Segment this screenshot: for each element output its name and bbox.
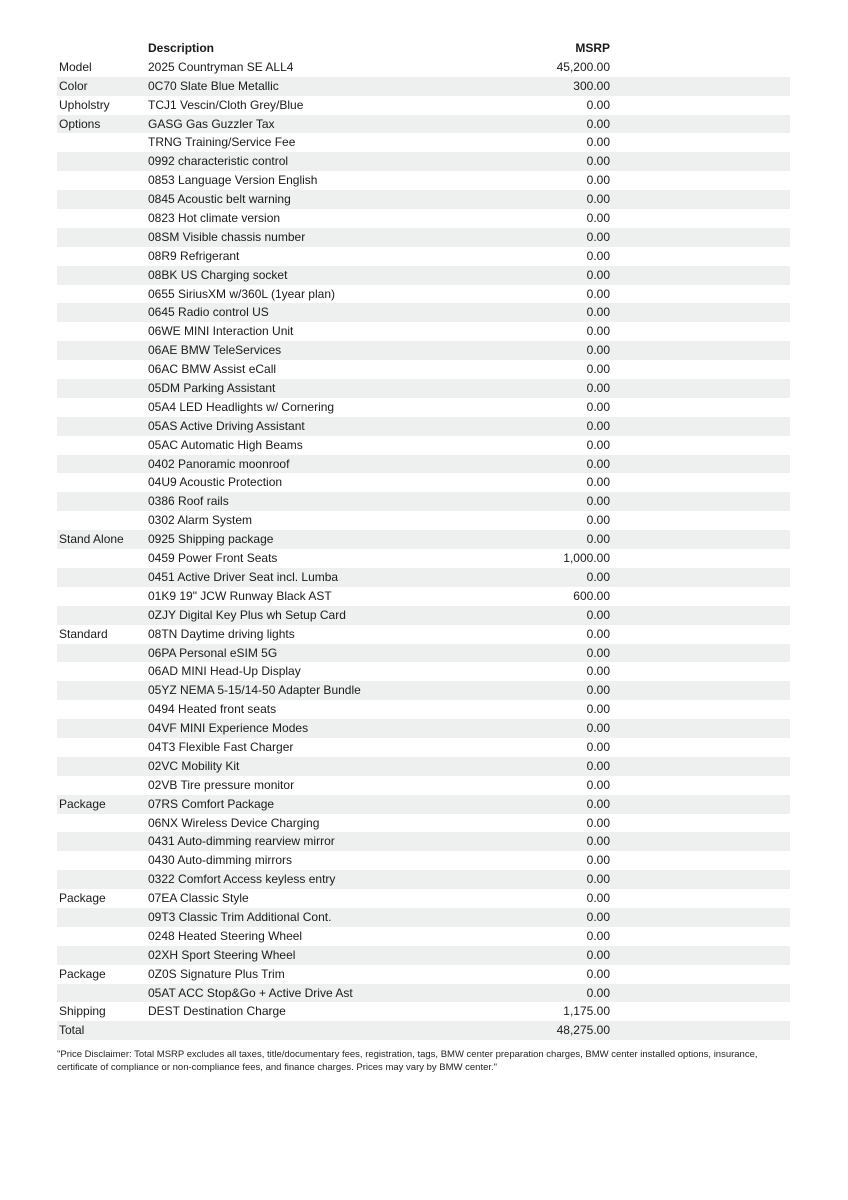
row-msrp: 0.00 <box>586 513 610 528</box>
row-msrp: 0.00 <box>586 305 610 320</box>
row-description: 06PA Personal eSIM 5G <box>148 645 278 660</box>
table-row <box>57 530 790 549</box>
row-msrp: 0.00 <box>586 928 610 943</box>
table-row <box>57 58 790 77</box>
row-msrp: 0.00 <box>586 947 610 962</box>
row-msrp: 0.00 <box>586 173 610 188</box>
table-row <box>57 700 790 719</box>
row-description: 0451 Active Driver Seat incl. Lumba <box>148 569 339 584</box>
row-msrp: 0.00 <box>586 267 610 282</box>
row-msrp: 0.00 <box>586 116 610 131</box>
row-msrp: 0.00 <box>586 532 610 547</box>
table-row <box>57 644 790 663</box>
row-msrp: 0.00 <box>586 475 610 490</box>
row-msrp: 0.00 <box>586 324 610 339</box>
row-description: 05AT ACC Stop&Go + Active Drive Ast <box>148 985 353 1000</box>
row-category: Stand Alone <box>59 532 124 547</box>
row-msrp: 0.00 <box>586 796 610 811</box>
header-description-label: Description <box>148 41 215 55</box>
table-row <box>57 209 790 228</box>
row-msrp: 1,175.00 <box>563 1004 610 1019</box>
table-row <box>57 814 790 833</box>
row-description: 0431 Auto-dimming rearview mirror <box>148 834 335 849</box>
row-msrp: 0.00 <box>586 456 610 471</box>
table-row <box>57 832 790 851</box>
row-msrp: 0.00 <box>586 569 610 584</box>
row-msrp: 0.00 <box>586 437 610 452</box>
table-row <box>57 738 790 757</box>
row-msrp: 0.00 <box>586 966 610 981</box>
row-description: 0386 Roof rails <box>148 494 229 509</box>
row-description: 2025 Countryman SE ALL4 <box>148 59 294 74</box>
row-msrp: 0.00 <box>586 494 610 509</box>
row-msrp: 0.00 <box>586 418 610 433</box>
row-description: 0Z0S Signature Plus Trim <box>148 966 285 981</box>
row-msrp: 0.00 <box>586 192 610 207</box>
table-row <box>57 341 790 360</box>
table-row <box>57 303 790 322</box>
table-row <box>57 927 790 946</box>
row-description: 08SM Visible chassis number <box>148 229 306 244</box>
table-row <box>57 228 790 247</box>
row-msrp: 0.00 <box>586 985 610 1000</box>
row-category: Standard <box>59 626 108 641</box>
table-row <box>57 285 790 304</box>
row-msrp: 0.00 <box>586 626 610 641</box>
table-row <box>57 662 790 681</box>
table-row <box>57 322 790 341</box>
row-description: 04VF MINI Experience Modes <box>148 721 309 736</box>
row-description: 0322 Comfort Access keyless entry <box>148 872 336 887</box>
row-msrp: 600.00 <box>573 588 610 603</box>
table-row <box>57 379 790 398</box>
table-row <box>57 719 790 738</box>
table-row <box>57 171 790 190</box>
row-msrp: 48,275.00 <box>556 1023 610 1038</box>
price-table <box>57 39 790 1040</box>
row-description: 04U9 Acoustic Protection <box>148 475 283 490</box>
row-description: 0459 Power Front Seats <box>148 551 278 566</box>
table-row <box>57 492 790 511</box>
table-row <box>57 360 790 379</box>
row-description: 05DM Parking Assistant <box>148 381 276 396</box>
row-msrp: 0.00 <box>586 362 610 377</box>
row-description: 0823 Hot climate version <box>148 211 281 226</box>
table-row <box>57 757 790 776</box>
row-msrp: 0.00 <box>586 381 610 396</box>
table-row <box>57 115 790 134</box>
row-msrp: 0.00 <box>586 909 610 924</box>
table-row <box>57 77 790 96</box>
row-description: 0992 characteristic control <box>148 154 289 169</box>
row-description: 09T3 Classic Trim Additional Cont. <box>148 909 332 924</box>
row-msrp: 0.00 <box>586 664 610 679</box>
row-description: 06AC BMW Assist eCall <box>148 362 277 377</box>
row-description: TRNG Training/Service Fee <box>148 135 296 150</box>
row-description: 0925 Shipping package <box>148 532 274 547</box>
table-row <box>57 946 790 965</box>
row-description: 08TN Daytime driving lights <box>148 626 295 641</box>
row-description: 05AC Automatic High Beams <box>148 437 303 452</box>
row-category: Package <box>59 891 106 906</box>
row-description: 05A4 LED Headlights w/ Cornering <box>148 399 335 414</box>
row-msrp: 45,200.00 <box>556 59 610 74</box>
row-msrp: 300.00 <box>573 78 610 93</box>
header-msrp-label: MSRP <box>575 41 610 55</box>
row-category: Package <box>59 966 106 981</box>
table-row <box>57 247 790 266</box>
row-msrp: 0.00 <box>586 777 610 792</box>
table-row <box>57 681 790 700</box>
row-msrp: 0.00 <box>586 815 610 830</box>
price-table-rows <box>57 58 790 1040</box>
row-msrp: 0.00 <box>586 135 610 150</box>
row-description: 0402 Panoramic moonroof <box>148 456 290 471</box>
row-description: 06AE BMW TeleServices <box>148 343 282 358</box>
row-msrp: 0.00 <box>586 399 610 414</box>
table-row <box>57 587 790 606</box>
row-description: GASG Gas Guzzler Tax <box>148 116 275 131</box>
row-description: 0248 Heated Steering Wheel <box>148 928 303 943</box>
row-msrp: 0.00 <box>586 853 610 868</box>
row-msrp: 0.00 <box>586 154 610 169</box>
row-msrp: 0.00 <box>586 645 610 660</box>
table-row <box>57 625 790 644</box>
row-description: 06NX Wireless Device Charging <box>148 815 320 830</box>
row-msrp: 1,000.00 <box>563 551 610 566</box>
table-row <box>57 776 790 795</box>
row-description: 05YZ NEMA 5-15/14-50 Adapter Bundle <box>148 683 361 698</box>
table-row <box>57 152 790 171</box>
row-description: 07EA Classic Style <box>148 891 249 906</box>
row-description: 0ZJY Digital Key Plus wh Setup Card <box>148 607 346 622</box>
row-msrp: 0.00 <box>586 248 610 263</box>
table-row <box>57 908 790 927</box>
row-description: 08R9 Refrigerant <box>148 248 240 263</box>
row-description: 0494 Heated front seats <box>148 702 277 717</box>
table-row <box>57 436 790 455</box>
table-header-row <box>57 39 790 58</box>
row-category: Model <box>59 59 92 74</box>
table-row <box>57 511 790 530</box>
row-msrp: 0.00 <box>586 683 610 698</box>
row-msrp: 0.00 <box>586 758 610 773</box>
row-msrp: 0.00 <box>586 891 610 906</box>
row-description: 0430 Auto-dimming mirrors <box>148 853 293 868</box>
row-msrp: 0.00 <box>586 872 610 887</box>
table-row <box>57 1021 790 1040</box>
row-category: Options <box>59 116 101 131</box>
row-description: 08BK US Charging socket <box>148 267 288 282</box>
row-msrp: 0.00 <box>586 721 610 736</box>
row-description: DEST Destination Charge <box>148 1004 286 1019</box>
table-row <box>57 984 790 1003</box>
row-category: Total <box>59 1023 85 1038</box>
row-description: 0655 SiriusXM w/360L (1year plan) <box>148 286 335 301</box>
row-description: 0853 Language Version English <box>148 173 318 188</box>
row-msrp: 0.00 <box>586 607 610 622</box>
table-row <box>57 190 790 209</box>
table-row <box>57 398 790 417</box>
table-row <box>57 96 790 115</box>
row-description: 01K9 19" JCW Runway Black AST <box>148 588 332 603</box>
table-row <box>57 473 790 492</box>
row-msrp: 0.00 <box>586 343 610 358</box>
row-description: 04T3 Flexible Fast Charger <box>148 739 294 754</box>
row-description: 02XH Sport Steering Wheel <box>148 947 296 962</box>
row-description: TCJ1 Vescin/Cloth Grey/Blue <box>148 97 304 112</box>
table-row <box>57 266 790 285</box>
row-description: 0645 Radio control US <box>148 305 269 320</box>
row-category: Upholstry <box>59 97 110 112</box>
row-description: 0845 Acoustic belt warning <box>148 192 291 207</box>
row-description: 07RS Comfort Package <box>148 796 275 811</box>
table-row <box>57 455 790 474</box>
table-row <box>57 549 790 568</box>
row-category: Shipping <box>59 1004 106 1019</box>
table-row <box>57 133 790 152</box>
row-msrp: 0.00 <box>586 211 610 226</box>
row-description: 02VB Tire pressure monitor <box>148 777 295 792</box>
table-row <box>57 870 790 889</box>
table-row <box>57 795 790 814</box>
row-category: Color <box>59 78 88 93</box>
price-disclaimer: "Price Disclaimer: Total MSRP excludes all taxes, title/documentary fees, registration, tags, BMW center preparation charges, BMW center installed options, insurance, certificate of compliance or non-compliance fees, and finance charges. Prices may vary by BMW center." <box>57 1049 758 1073</box>
table-row <box>57 417 790 436</box>
row-description: 0C70 Slate Blue Metallic <box>148 78 279 93</box>
table-row <box>57 1002 790 1021</box>
row-description: 06WE MINI Interaction Unit <box>148 324 294 339</box>
row-category: Package <box>59 796 106 811</box>
table-row <box>57 889 790 908</box>
row-msrp: 0.00 <box>586 834 610 849</box>
row-description: 02VC Mobility Kit <box>148 758 240 773</box>
table-row <box>57 965 790 984</box>
row-msrp: 0.00 <box>586 702 610 717</box>
row-msrp: 0.00 <box>586 97 610 112</box>
row-description: 0302 Alarm System <box>148 513 253 528</box>
row-description: 06AD MINI Head-Up Display <box>148 664 301 679</box>
row-msrp: 0.00 <box>586 229 610 244</box>
table-row <box>57 851 790 870</box>
row-description: 05AS Active Driving Assistant <box>148 418 305 433</box>
table-row <box>57 606 790 625</box>
row-msrp: 0.00 <box>586 286 610 301</box>
table-row <box>57 568 790 587</box>
row-msrp: 0.00 <box>586 739 610 754</box>
